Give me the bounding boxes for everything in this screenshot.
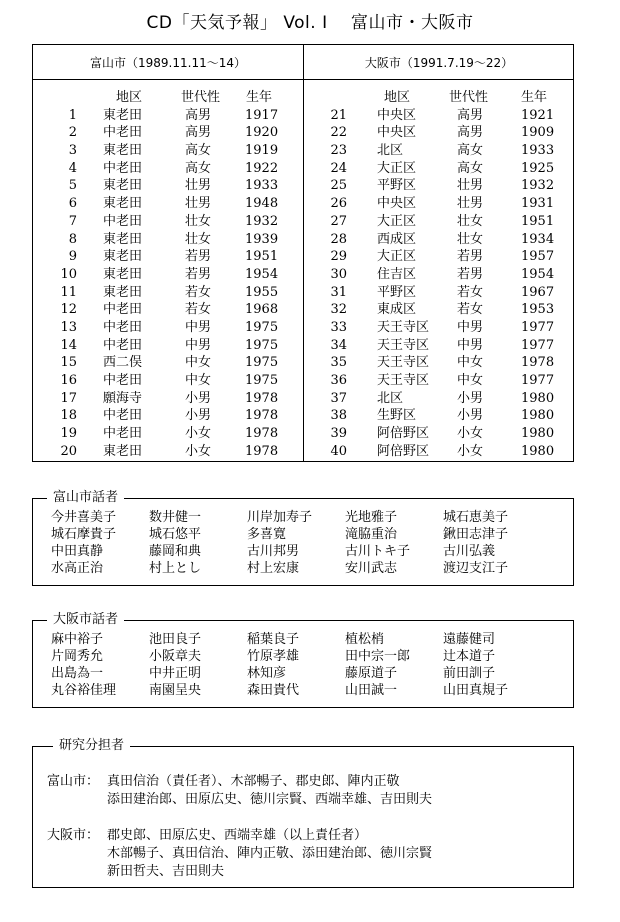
birth-year-cell: 1932 bbox=[521, 178, 555, 194]
generation-cell: 若女 bbox=[185, 302, 212, 318]
toyama-column bbox=[33, 89, 303, 460]
table-row bbox=[303, 284, 575, 302]
area-cell: 東老田 bbox=[103, 231, 143, 247]
generation-cell: 若女 bbox=[457, 302, 484, 318]
year-header: 生年 bbox=[521, 90, 548, 105]
birth-year-cell: 1978 bbox=[245, 426, 279, 442]
speaker-name: 多喜寛 bbox=[247, 527, 287, 542]
table-row bbox=[33, 213, 303, 231]
speaker-name: 竹原孝雄 bbox=[247, 649, 300, 664]
year-header: 生年 bbox=[246, 90, 273, 105]
speaker-number: 26 bbox=[330, 196, 347, 212]
speaker-number: 35 bbox=[330, 355, 347, 371]
speaker-name: 辻本道子 bbox=[443, 649, 496, 664]
area-cell: 東老田 bbox=[103, 284, 143, 300]
table-row bbox=[33, 372, 303, 390]
speaker-number: 11 bbox=[60, 284, 77, 300]
speaker-number: 5 bbox=[68, 178, 77, 194]
table-row bbox=[33, 301, 303, 319]
speaker-name: 古川弘義 bbox=[443, 544, 496, 559]
toyama-speakers-box bbox=[32, 490, 574, 586]
speaker-name: 稲葉良子 bbox=[247, 632, 300, 647]
researchers-toyama-line: 添田建治郎、田原広史、徳川宗賢、西端幸雄、吉田則夫 bbox=[107, 792, 433, 807]
table-row bbox=[303, 372, 575, 390]
osaka-header: 大阪市（1991.7.19～22） bbox=[364, 56, 514, 70]
table-row bbox=[33, 124, 303, 142]
generation-cell: 中女 bbox=[185, 355, 212, 371]
table-row bbox=[303, 195, 575, 213]
area-header: 地区 bbox=[116, 90, 143, 105]
birth-year-cell: 1933 bbox=[521, 143, 555, 159]
generation-cell: 高男 bbox=[185, 107, 212, 123]
speaker-number: 19 bbox=[60, 426, 77, 442]
toyama-speakers-label: 富山市話者 bbox=[47, 490, 124, 506]
birth-year-cell: 1977 bbox=[521, 319, 555, 335]
speaker-number: 18 bbox=[60, 408, 77, 424]
speaker-number: 32 bbox=[330, 302, 347, 318]
birth-year-cell: 1980 bbox=[521, 443, 555, 459]
generation-cell: 壮女 bbox=[185, 213, 212, 229]
table-row bbox=[33, 337, 303, 355]
generation-cell: 小女 bbox=[457, 443, 484, 459]
area-cell: 中老田 bbox=[103, 373, 143, 388]
birth-year-cell: 1957 bbox=[521, 249, 555, 265]
area-cell: 西二俣 bbox=[103, 355, 143, 371]
speaker-number: 30 bbox=[330, 266, 347, 282]
generation-cell: 高男 bbox=[457, 107, 484, 123]
speaker-number: 23 bbox=[330, 143, 347, 159]
speaker-name: 森田貴代 bbox=[247, 683, 300, 698]
generation-cell: 中女 bbox=[185, 373, 212, 388]
generation-cell: 壮女 bbox=[185, 231, 212, 247]
generation-cell: 若女 bbox=[457, 284, 484, 300]
birth-year-cell: 1977 bbox=[521, 337, 555, 353]
table-row bbox=[33, 142, 303, 160]
area-cell: 中央区 bbox=[377, 196, 417, 212]
speaker-number: 2 bbox=[68, 125, 77, 141]
speaker-name: 麻中裕子 bbox=[51, 632, 104, 647]
birth-year-cell: 1975 bbox=[245, 373, 279, 388]
birth-year-cell: 1922 bbox=[245, 160, 279, 176]
table-row bbox=[33, 284, 303, 302]
speaker-number: 40 bbox=[330, 443, 347, 459]
speaker-number: 9 bbox=[68, 249, 77, 265]
table-row bbox=[303, 319, 575, 337]
generation-cell: 小男 bbox=[457, 408, 484, 424]
table-row bbox=[303, 301, 575, 319]
birth-year-cell: 1980 bbox=[521, 426, 555, 442]
area-cell: 中央区 bbox=[377, 107, 417, 123]
area-cell: 東老田 bbox=[103, 266, 143, 282]
speaker-name: 丸谷裕佳理 bbox=[51, 683, 117, 698]
birth-year-cell: 1980 bbox=[521, 408, 555, 424]
speaker-number: 21 bbox=[330, 107, 347, 123]
generation-cell: 中男 bbox=[457, 319, 484, 335]
area-cell: 天王寺区 bbox=[377, 355, 430, 371]
table-row bbox=[33, 443, 303, 461]
area-cell: 中老田 bbox=[103, 319, 143, 335]
speaker-name: 植松梢 bbox=[345, 632, 385, 647]
speaker-name: 渡辺支江子 bbox=[443, 561, 509, 576]
speaker-name: 山田真規子 bbox=[443, 683, 509, 698]
table-row bbox=[33, 248, 303, 266]
area-cell: 中老田 bbox=[103, 125, 143, 141]
table-row bbox=[303, 213, 575, 231]
area-cell: 中老田 bbox=[103, 337, 143, 353]
table-row bbox=[303, 142, 575, 160]
table-row bbox=[303, 425, 575, 443]
speaker-number: 15 bbox=[60, 355, 77, 371]
area-cell: 天王寺区 bbox=[377, 319, 430, 335]
researchers-label: 研究分担者 bbox=[53, 738, 130, 754]
generation-cell: 若男 bbox=[457, 266, 484, 282]
table-row bbox=[303, 354, 575, 372]
table-row bbox=[303, 266, 575, 284]
table-row bbox=[303, 177, 575, 195]
generation-cell: 若女 bbox=[185, 284, 212, 300]
area-cell: 中老田 bbox=[103, 302, 143, 318]
generation-cell: 壮女 bbox=[457, 213, 484, 229]
speaker-name: 城石摩貴子 bbox=[51, 527, 117, 542]
area-cell: 東老田 bbox=[103, 196, 143, 212]
generation-cell: 高女 bbox=[185, 143, 212, 159]
area-cell: 住吉区 bbox=[377, 266, 417, 282]
area-cell: 平野区 bbox=[377, 178, 417, 194]
table-row bbox=[303, 407, 575, 425]
speaker-name: 古川邦男 bbox=[247, 544, 300, 559]
birth-year-cell: 1980 bbox=[521, 390, 555, 406]
area-cell: 中老田 bbox=[103, 408, 143, 424]
speaker-name: 滝脇重治 bbox=[345, 527, 398, 542]
speaker-number: 29 bbox=[330, 249, 347, 265]
birth-year-cell: 1955 bbox=[245, 284, 279, 300]
birth-year-cell: 1939 bbox=[245, 231, 279, 247]
researchers-toyama-line: 真田信治（責任者）、木部暢子、郡史郎、陣内正敬 bbox=[107, 774, 400, 789]
speaker-name: 山田誠一 bbox=[345, 683, 398, 698]
speaker-name: 数井健一 bbox=[149, 510, 202, 525]
generation-cell: 小女 bbox=[185, 443, 212, 459]
speaker-name: 田中宗一郎 bbox=[345, 649, 411, 664]
speaker-name: 片岡秀允 bbox=[51, 649, 104, 664]
birth-year-cell: 1954 bbox=[245, 266, 279, 282]
header-divider bbox=[33, 79, 573, 80]
speaker-number: 24 bbox=[330, 160, 347, 176]
speaker-number: 25 bbox=[330, 178, 347, 194]
table-row bbox=[303, 248, 575, 266]
speaker-number: 39 bbox=[330, 426, 347, 442]
generation-cell: 若男 bbox=[185, 266, 212, 282]
table-row bbox=[33, 407, 303, 425]
area-cell: 東老田 bbox=[103, 443, 143, 459]
birth-year-cell: 1919 bbox=[245, 143, 279, 159]
birth-year-cell: 1909 bbox=[521, 125, 555, 141]
speaker-name: 中田真静 bbox=[51, 544, 104, 559]
speaker-number: 3 bbox=[68, 143, 77, 159]
speaker-number: 6 bbox=[68, 196, 77, 212]
table-row bbox=[33, 160, 303, 178]
generation-cell: 小男 bbox=[185, 408, 212, 424]
table-row bbox=[33, 231, 303, 249]
table-row bbox=[33, 354, 303, 372]
birth-year-cell: 1968 bbox=[245, 302, 279, 318]
generation-cell: 小女 bbox=[185, 426, 212, 442]
area-cell: 願海寺 bbox=[103, 390, 143, 406]
speaker-number: 34 bbox=[330, 337, 347, 353]
birth-year-cell: 1953 bbox=[521, 302, 555, 318]
birth-year-cell: 1978 bbox=[245, 408, 279, 424]
researchers-osaka-line: 新田哲夫、吉田則夫 bbox=[107, 864, 225, 879]
speaker-name: 池田良子 bbox=[149, 632, 202, 647]
speaker-name: 水高正治 bbox=[51, 561, 104, 576]
birth-year-cell: 1978 bbox=[245, 443, 279, 459]
speaker-number: 33 bbox=[330, 319, 347, 335]
area-cell: 北区 bbox=[377, 143, 404, 159]
speaker-name: 川岸加寿子 bbox=[247, 510, 313, 525]
table-row bbox=[33, 425, 303, 443]
speaker-name: 遠藤健司 bbox=[443, 632, 496, 647]
speaker-name: 林知彦 bbox=[247, 666, 287, 681]
table-row bbox=[33, 390, 303, 408]
speaker-name: 前田訓子 bbox=[443, 666, 496, 681]
birth-year-cell: 1931 bbox=[521, 196, 555, 212]
speaker-number: 37 bbox=[330, 390, 347, 406]
speaker-number: 12 bbox=[60, 302, 77, 318]
speaker-name: 光地雅子 bbox=[345, 510, 398, 525]
speaker-number: 20 bbox=[60, 443, 77, 459]
area-cell: 天王寺区 bbox=[377, 373, 430, 388]
researchers-osaka-line: 郡史郎、田原広史、西端幸雄（以上責任者） bbox=[107, 828, 368, 843]
speaker-number: 14 bbox=[60, 337, 77, 353]
generation-cell: 高男 bbox=[185, 125, 212, 141]
speaker-name: 城石悠平 bbox=[149, 527, 202, 542]
area-cell: 中央区 bbox=[377, 125, 417, 141]
birth-year-cell: 1933 bbox=[245, 178, 279, 194]
area-cell: 東老田 bbox=[103, 178, 143, 194]
table-row bbox=[303, 443, 575, 461]
speaker-name: 藤岡和典 bbox=[149, 544, 202, 559]
area-cell: 阿倍野区 bbox=[377, 426, 430, 442]
generation-cell: 中男 bbox=[457, 337, 484, 353]
birth-year-cell: 1948 bbox=[245, 196, 279, 212]
area-header: 地区 bbox=[384, 90, 411, 105]
table-row bbox=[303, 124, 575, 142]
generation-cell: 壮男 bbox=[185, 178, 212, 194]
speaker-number: 1 bbox=[68, 107, 77, 123]
researchers-box bbox=[32, 738, 574, 888]
area-cell: 中老田 bbox=[103, 213, 143, 229]
speaker-name: 城石恵美子 bbox=[443, 510, 509, 525]
researchers-toyama-label: 富山市： bbox=[47, 774, 100, 789]
osaka-speakers-label: 大阪市話者 bbox=[47, 612, 124, 628]
generation-cell: 中男 bbox=[185, 319, 212, 335]
osaka-speakers-box bbox=[32, 612, 574, 708]
table-row bbox=[33, 177, 303, 195]
generation-cell: 壮男 bbox=[185, 196, 212, 212]
speaker-name: 今井喜美子 bbox=[51, 510, 117, 525]
speaker-name: 藤原道子 bbox=[345, 666, 398, 681]
table-row bbox=[33, 195, 303, 213]
birth-year-cell: 1975 bbox=[245, 337, 279, 353]
table-row bbox=[303, 337, 575, 355]
speaker-number: 4 bbox=[68, 160, 77, 176]
researchers-osaka-line: 木部暢子、真田信治、陣内正敬、添田建治郎、徳川宗賢 bbox=[107, 846, 433, 861]
birth-year-cell: 1921 bbox=[521, 107, 555, 123]
table-row bbox=[33, 107, 303, 125]
birth-year-cell: 1954 bbox=[521, 266, 555, 282]
area-cell: 北区 bbox=[377, 390, 404, 406]
birth-year-cell: 1934 bbox=[521, 231, 555, 247]
speaker-number: 10 bbox=[60, 266, 77, 282]
generation-cell: 若男 bbox=[185, 249, 212, 265]
birth-year-cell: 1951 bbox=[521, 213, 555, 229]
table-row bbox=[303, 231, 575, 249]
area-cell: 中老田 bbox=[103, 426, 143, 442]
speaker-name: 村上とし bbox=[149, 561, 202, 576]
area-cell: 中老田 bbox=[103, 160, 143, 176]
birth-year-cell: 1920 bbox=[245, 125, 279, 141]
generation-cell: 高女 bbox=[185, 160, 212, 176]
birth-year-cell: 1978 bbox=[521, 355, 555, 371]
speaker-number: 36 bbox=[330, 373, 347, 388]
area-cell: 生野区 bbox=[377, 408, 417, 424]
generation-cell: 中女 bbox=[457, 355, 484, 371]
speaker-name: 村上宏康 bbox=[247, 561, 300, 576]
generation-cell: 高女 bbox=[457, 143, 484, 159]
area-cell: 阿倍野区 bbox=[377, 443, 430, 459]
birth-year-cell: 1978 bbox=[245, 390, 279, 406]
area-cell: 東老田 bbox=[103, 249, 143, 265]
table-row bbox=[303, 390, 575, 408]
generation-cell: 若男 bbox=[457, 249, 484, 265]
area-cell: 平野区 bbox=[377, 284, 417, 300]
page-title: CD「天気予報」 Vol. I 富山市・大阪市 bbox=[146, 13, 474, 33]
generation-cell: 小女 bbox=[457, 426, 484, 442]
speaker-name: 小阪章夫 bbox=[149, 649, 202, 664]
column-header-row bbox=[33, 89, 303, 107]
area-cell: 東成区 bbox=[377, 302, 417, 318]
speaker-number: 17 bbox=[60, 390, 77, 406]
area-cell: 東老田 bbox=[103, 107, 143, 123]
speaker-number: 8 bbox=[68, 231, 77, 247]
speaker-number: 38 bbox=[330, 408, 347, 424]
table-row bbox=[33, 266, 303, 284]
birth-year-cell: 1977 bbox=[521, 373, 555, 388]
birth-year-cell: 1967 bbox=[521, 284, 555, 300]
speaker-number: 28 bbox=[330, 231, 347, 247]
speaker-name: 鍬田志津子 bbox=[443, 527, 509, 542]
table-row bbox=[33, 319, 303, 337]
area-cell: 大正区 bbox=[377, 249, 417, 265]
speaker-number: 27 bbox=[330, 213, 347, 229]
birth-year-cell: 1951 bbox=[245, 249, 279, 265]
birth-year-cell: 1932 bbox=[245, 213, 279, 229]
speaker-number: 31 bbox=[330, 284, 347, 300]
generation-cell: 壮女 bbox=[457, 231, 484, 247]
area-cell: 天王寺区 bbox=[377, 337, 430, 353]
researchers-osaka-label: 大阪市： bbox=[47, 828, 100, 843]
speaker-name: 南園呈央 bbox=[149, 683, 202, 698]
generation-cell: 壮男 bbox=[457, 196, 484, 212]
generation-cell: 中男 bbox=[185, 337, 212, 353]
generation-cell: 高女 bbox=[457, 160, 484, 176]
generation-cell: 高男 bbox=[457, 125, 484, 141]
speaker-number: 7 bbox=[68, 213, 77, 229]
birth-year-cell: 1975 bbox=[245, 319, 279, 335]
generation-cell: 小男 bbox=[185, 390, 212, 406]
birth-year-cell: 1917 bbox=[245, 107, 279, 123]
generation-header: 世代性 bbox=[181, 90, 221, 105]
speaker-number: 13 bbox=[60, 319, 77, 335]
generation-cell: 壮男 bbox=[457, 178, 484, 194]
speaker-name: 中井正明 bbox=[149, 666, 202, 681]
speaker-number: 22 bbox=[330, 125, 347, 141]
toyama-header: 富山市（1989.11.11～14） bbox=[90, 56, 246, 70]
area-cell: 東老田 bbox=[103, 143, 143, 159]
speaker-name: 出島為一 bbox=[51, 666, 104, 681]
table-row bbox=[303, 107, 575, 125]
birth-year-cell: 1975 bbox=[245, 355, 279, 371]
table-row bbox=[303, 160, 575, 178]
speaker-number: 16 bbox=[60, 373, 77, 388]
generation-cell: 小男 bbox=[457, 390, 484, 406]
speaker-name: 古川トキ子 bbox=[345, 544, 411, 559]
area-cell: 西成区 bbox=[377, 231, 417, 247]
column-header-row bbox=[303, 89, 575, 107]
area-cell: 大正区 bbox=[377, 213, 417, 229]
generation-cell: 中女 bbox=[457, 373, 484, 388]
speaker-name: 安川武志 bbox=[345, 561, 398, 576]
generation-header: 世代性 bbox=[449, 90, 489, 105]
birth-year-cell: 1925 bbox=[521, 160, 555, 176]
speaker-table bbox=[32, 44, 574, 462]
osaka-column bbox=[303, 89, 575, 460]
area-cell: 大正区 bbox=[377, 160, 417, 176]
